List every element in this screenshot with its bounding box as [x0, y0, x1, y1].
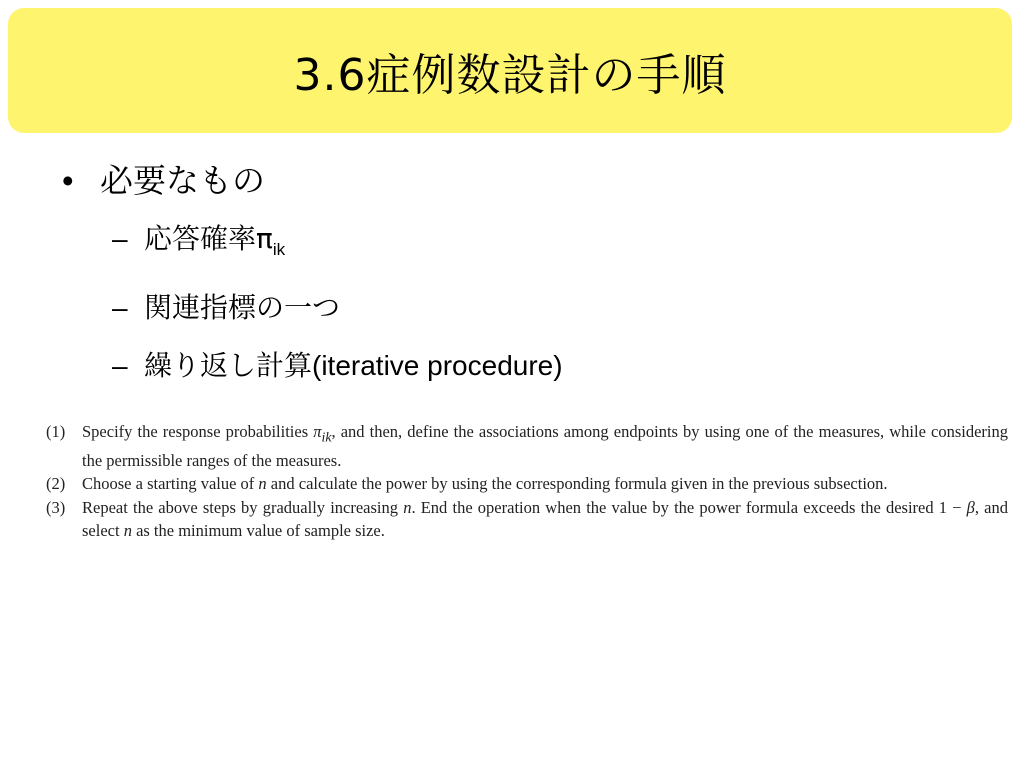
- step-text-part: , and then, define the associations among endpoints by using one of the measures, while considering the permissible ranges of the measures.: [82, 422, 1009, 470]
- dash-icon: –: [112, 292, 128, 323]
- step-text-part: as the minimum value of sample size.: [131, 521, 385, 541]
- step-item: [46, 420, 1008, 472]
- sub-bullet-text: 繰り返し計算: [144, 349, 313, 382]
- sub-bullet-text: 応答確率π: [144, 222, 273, 255]
- bullet-dot-icon: •: [62, 162, 74, 199]
- n-variable: n: [123, 521, 132, 541]
- n-variable: n: [258, 474, 267, 494]
- subscript-ik: ik: [272, 240, 286, 259]
- step-text: [82, 472, 1008, 496]
- sub-bullet-item-response-probability: [112, 210, 962, 279]
- sub-bullet-item-association-measure: [112, 279, 962, 337]
- step-text: [82, 420, 1008, 472]
- step-text: [82, 496, 1008, 543]
- bullet-label: 必要なもの: [100, 161, 265, 200]
- bullet-list: [62, 152, 962, 395]
- page-title: 3.6症例数設計の手順: [293, 49, 727, 101]
- n-variable: n: [403, 497, 412, 517]
- dash-icon: –: [112, 223, 128, 254]
- bullet-item-requirements: [62, 152, 962, 210]
- step-text-part: , and select: [82, 497, 1009, 541]
- sub-bullet-item-iterative-procedure: [112, 337, 962, 395]
- title-banner: [8, 8, 1012, 133]
- sub-bullet-label: [144, 337, 563, 395]
- step-item: [46, 496, 1008, 543]
- beta-symbol: β: [966, 497, 975, 517]
- step-item: [46, 472, 1008, 496]
- sub-bullet-suffix: (iterative procedure): [312, 350, 563, 381]
- step-text-part: . End the operation when the value by the power formula exceeds the desired 1 −: [411, 497, 967, 517]
- step-number: (3): [46, 497, 66, 517]
- sub-bullet-label: [144, 210, 285, 279]
- sub-bullet-list: [112, 210, 962, 395]
- pi-subscript: ik: [321, 429, 332, 445]
- paper-excerpt: [46, 420, 1008, 543]
- step-text-part: Repeat the above steps by gradually increasing: [82, 497, 404, 517]
- step-text-part: Specify the response probabilities: [82, 422, 314, 441]
- step-text-part: and calculate the power by using the corresponding formula given in the previous subsection.: [266, 474, 888, 494]
- dash-icon: –: [112, 350, 128, 381]
- step-number: (1): [46, 422, 66, 441]
- pi-symbol: π: [313, 422, 322, 441]
- step-text-part: Choose a starting value of: [82, 474, 259, 494]
- sub-bullet-text: 関連指標の一つ: [144, 291, 341, 324]
- step-number: (2): [46, 474, 66, 494]
